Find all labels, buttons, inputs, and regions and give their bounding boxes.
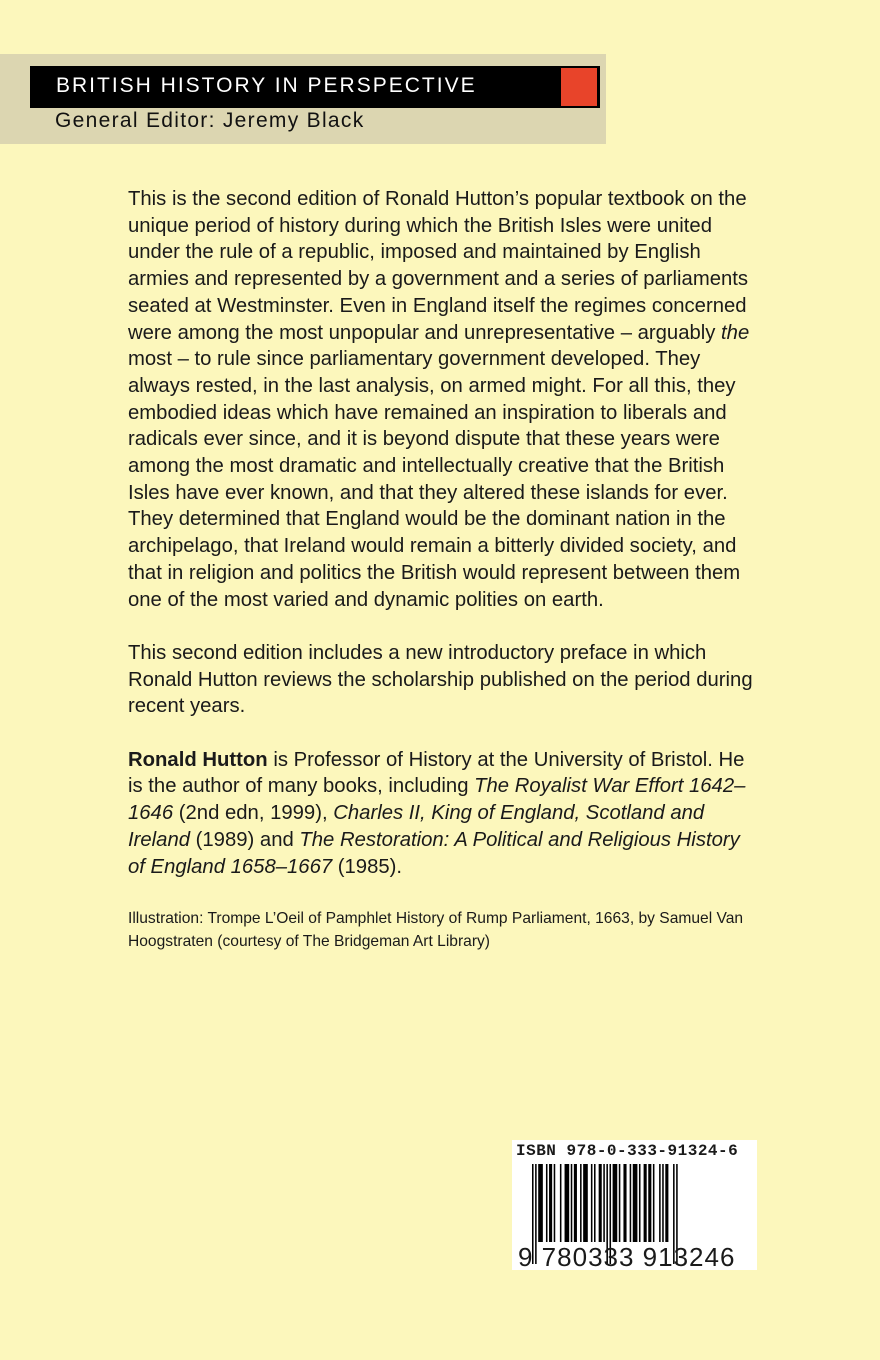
- general-editor: General Editor: Jeremy Black: [55, 109, 365, 132]
- barcode-bar: [653, 1164, 655, 1242]
- barcode-bar: [662, 1164, 664, 1242]
- barcode-bar: [659, 1164, 661, 1242]
- isbn-number: ISBN 978-0-333-91324-6: [516, 1142, 739, 1160]
- book-title: Charles II, King of England, Scotland and Ireland: [128, 802, 705, 851]
- isbn-barcode: [512, 1140, 757, 1270]
- blurb-paragraph-2: This second edition includes a new introductory preface in which Ronald Hutton reviews the scholarship published on the period during recent years.: [128, 641, 753, 718]
- barcode-bar: [560, 1164, 562, 1242]
- ean-digits: 9 780333 913246: [518, 1242, 736, 1272]
- barcode-bar: [613, 1164, 618, 1242]
- barcode-bar: [603, 1164, 605, 1242]
- bio-text: (1985).: [332, 855, 403, 878]
- barcode-bar: [583, 1164, 588, 1242]
- barcode-bar: [599, 1164, 602, 1242]
- barcode-bar: [623, 1164, 626, 1242]
- barcode-bar: [633, 1164, 638, 1242]
- barcode-bar: [546, 1164, 548, 1242]
- barcode-bar: [665, 1164, 668, 1242]
- blurb-text: This is the second edition of Ronald Hutton’s popular textbook on the unique period of history during which the British Isles were united under the rule of a republic, imposed and maintained by English armies and represented by a government and a series of parliaments seated at Westminster. Even in England itself the regimes concerned were among the most unpopular and unrepresentative – arguably: [128, 188, 749, 344]
- bio-text: (2nd edn, 1999),: [173, 802, 334, 825]
- book-title: The Royalist War Effort 1642–1646: [128, 775, 746, 825]
- blurb-emphasis: the: [721, 321, 750, 344]
- bio-text: (1989) and: [190, 828, 300, 851]
- barcode-bar: [538, 1164, 543, 1242]
- book-title: The Restoration: A Political and Religious History of England 1658–1667: [128, 828, 740, 878]
- barcode-bar: [549, 1164, 552, 1242]
- barcode-bar: [565, 1164, 570, 1242]
- back-cover-text: [128, 186, 760, 980]
- blurb-paragraph-1: [128, 186, 760, 613]
- barcode-bar: [591, 1164, 593, 1242]
- author-name: Ronald Hutton: [128, 748, 268, 771]
- barcode-bar: [648, 1164, 651, 1242]
- illustration-credit: Illustration: Trompe L’Oeil of Pamphlet History of Rump Parliament, 1663, by Samuel Van Hoogstraten (courtesy of The Bridgeman Art Library): [128, 909, 744, 950]
- barcode-bar: [574, 1164, 577, 1242]
- barcode-bar: [580, 1164, 582, 1242]
- author-bio: [128, 747, 760, 881]
- series-logo-square: [561, 68, 597, 106]
- barcode-bar: [619, 1164, 621, 1242]
- blurb-text: most – to rule since parliamentary government developed. They always rested, in the last analysis, on armed might. For all this, they embodied ideas which have remained an inspiration to liberals and radicals ever since, and it is beyond dispute that these years were among the most dramatic and intellectually creative that the British Isles have ever known, and that they altered these islands for ever. They determined that England would be the dominant nation in the archipelago, that Ireland would remain a bitterly divided society, and that in religion and politics the British would represent between them one of the most varied and dynamic polities on earth.: [128, 348, 741, 611]
- barcode-bar: [644, 1164, 647, 1242]
- barcode-bar: [554, 1164, 556, 1242]
- barcode-bar: [571, 1164, 573, 1242]
- series-title: BRITISH HISTORY IN PERSPECTIVE: [56, 74, 477, 97]
- barcode-bar: [630, 1164, 632, 1242]
- bio-text: is Professor of History at the University of Bristol. He is the author of many books, including: [128, 748, 745, 798]
- series-title-bar: [30, 66, 600, 108]
- barcode-bar: [639, 1164, 641, 1242]
- barcode-bar: [594, 1164, 596, 1242]
